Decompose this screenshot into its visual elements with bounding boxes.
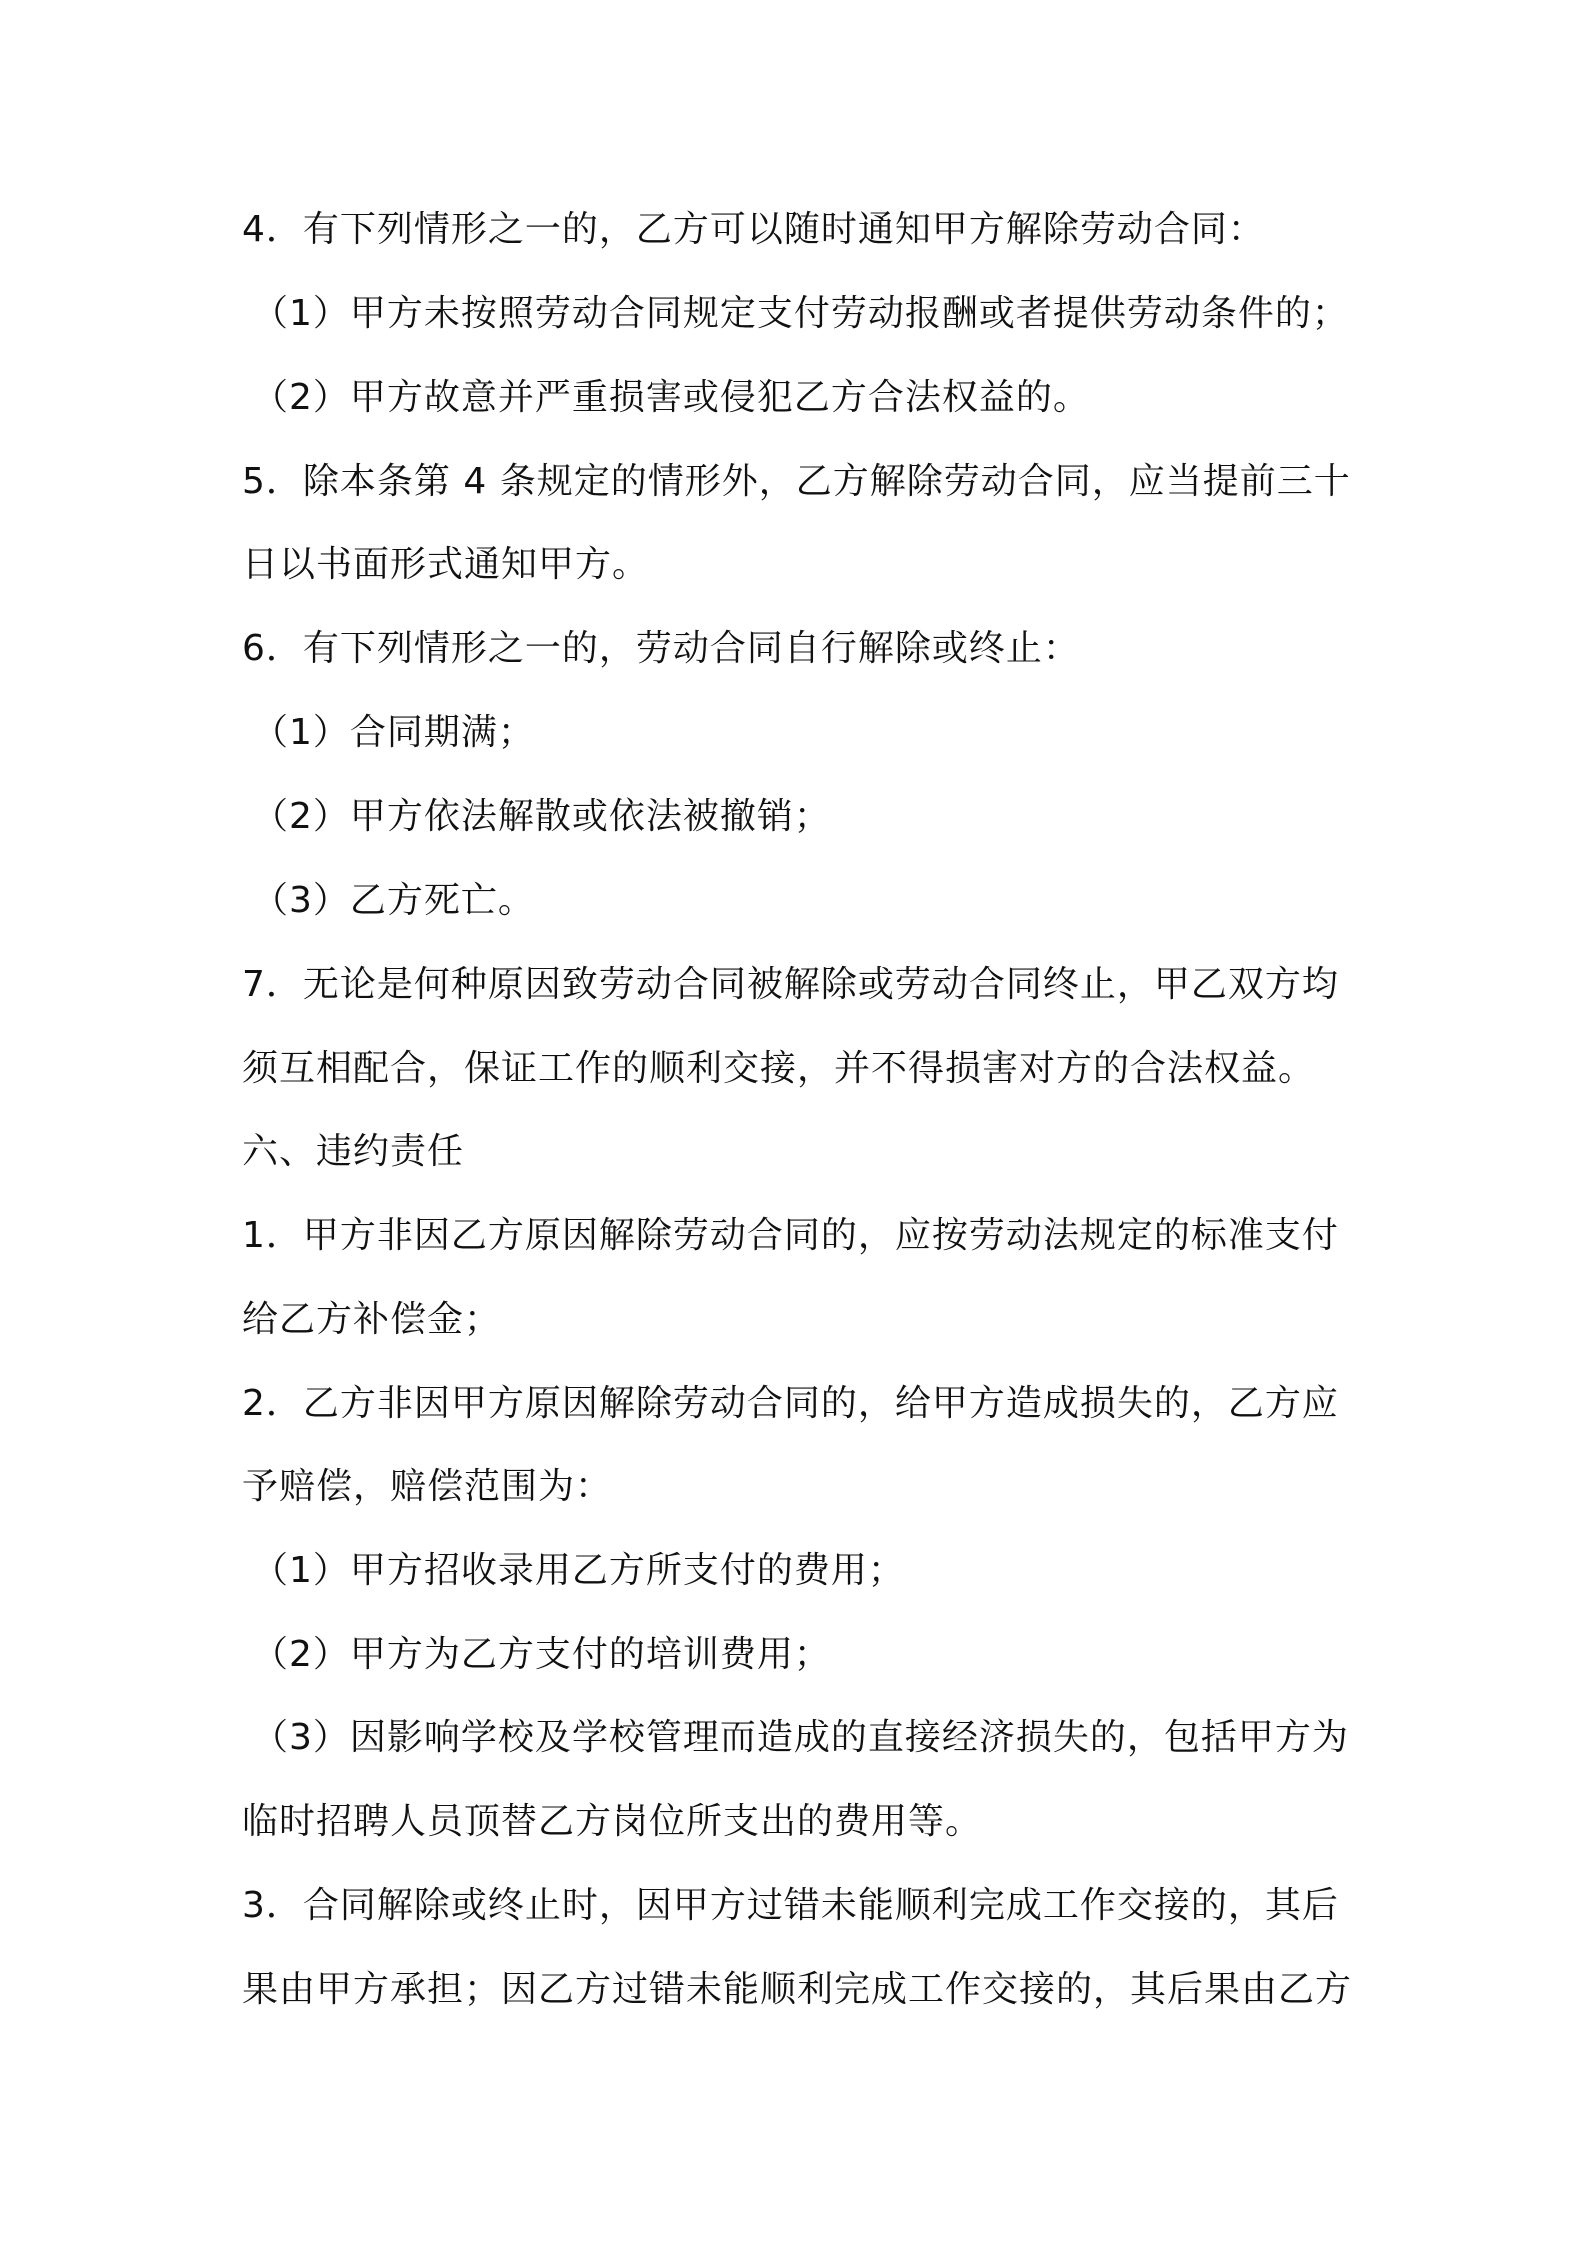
text-line: 予赔偿，赔偿范围为： [242,1466,613,1507]
text-line: 2．乙方非因甲方原因解除劳动合同的，给甲方造成损失的，乙方应 [242,1383,1339,1424]
text-line: 给乙方补偿金； [242,1299,502,1340]
text-line: 须互相配合，保证工作的顺利交接，并不得损害对方的合法权益。 [242,1048,1316,1089]
text-line: 临时招聘人员顶替乙方岗位所支出的费用等。 [242,1801,983,1842]
text-line: 日以书面形式通知甲方。 [242,544,650,585]
text-line: 4．有下列情形之一的，乙方可以随时通知甲方解除劳动合同： [242,209,1265,250]
text-line: （1）甲方未按照劳动合同规定支付劳动报酬或者提供劳动条件的； [252,293,1349,334]
text-line: （2）甲方依法解散或依法被撤销； [252,796,831,837]
text-line: （3）乙方死亡。 [252,880,535,921]
text-line: （3）因影响学校及学校管理而造成的直接经济损失的，包括甲方为 [252,1717,1349,1758]
text-line: （1）合同期满； [252,712,535,753]
text-line: 7．无论是何种原因致劳动合同被解除或劳动合同终止，甲乙双方均 [242,964,1339,1005]
text-line: （1）甲方招收录用乙方所支付的费用； [252,1550,905,1591]
section-heading: 六、违约责任 [242,1131,465,1172]
text-line: 3．合同解除或终止时，因甲方过错未能顺利完成工作交接的，其后 [242,1885,1339,1926]
text-line: 5．除本条第 4 条规定的情形外，乙方解除劳动合同，应当提前三十 [242,461,1351,502]
text-line: 果由甲方承担；因乙方过错未能顺利完成工作交接的，其后果由乙方 [242,1969,1353,2010]
text-line: （2）甲方故意并严重损害或侵犯乙方合法权益的。 [252,377,1090,418]
text-line: 6．有下列情形之一的，劳动合同自行解除或终止： [242,628,1080,669]
text-line: （2）甲方为乙方支付的培训费用； [252,1634,831,1675]
text-line: 1．甲方非因乙方原因解除劳动合同的，应按劳动法规定的标准支付 [242,1215,1339,1256]
